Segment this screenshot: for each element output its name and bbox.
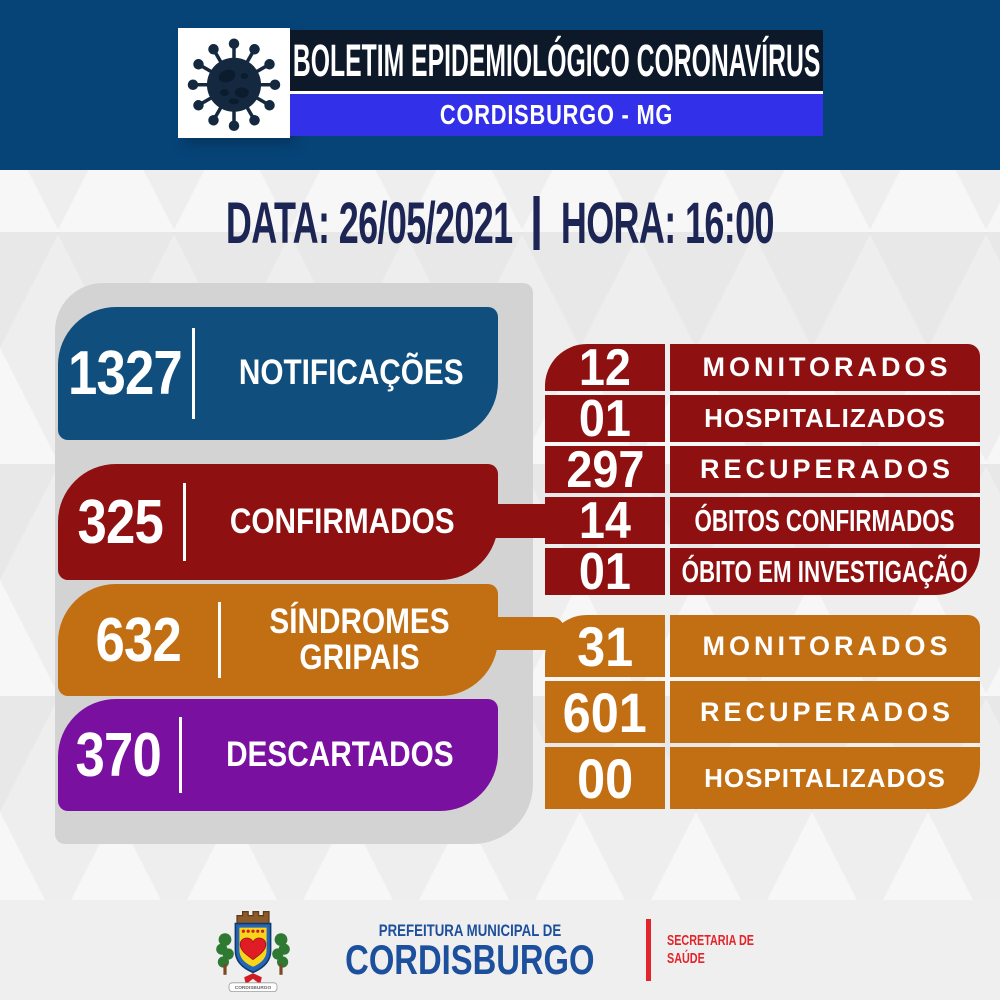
breakdown-label: RECUPERADOS: [670, 681, 980, 743]
date-text: DATA: 26/05/2021: [226, 190, 513, 256]
breakdown-value: 01: [545, 395, 665, 442]
confirmed-breakdown: [545, 338, 980, 601]
breakdown-value: 12: [545, 344, 665, 391]
gripais-breakdown: [545, 615, 980, 809]
footer: [0, 900, 1000, 1000]
card-label: NOTIFICAÇÕES: [238, 353, 464, 393]
card-descartados: [58, 699, 498, 811]
breakdown-value: 297: [545, 446, 665, 493]
prefeitura-line: PREFEITURA MUNICIPAL DE: [378, 920, 562, 940]
breakdown-label: HOSPITALIZADOS: [670, 395, 980, 442]
breakdown-label: ÓBITO EM INVESTIGAÇÃO: [670, 548, 980, 595]
datetime-row: [0, 188, 1000, 258]
card-value: 632: [95, 605, 181, 675]
prefeitura-lockup: [310, 920, 630, 983]
time-text: HORA: 16:00: [560, 190, 774, 256]
breakdown-label: MONITORADOS: [670, 344, 980, 391]
card-confirmados: [58, 464, 498, 580]
card-value: 370: [75, 720, 162, 790]
breakdown-value: 00: [545, 747, 665, 809]
card-label: DESCARTADOS: [226, 734, 454, 774]
cordisburgo-coat-of-arms: [212, 906, 294, 994]
footer-divider: [646, 919, 651, 981]
breakdown-label: MONITORADOS: [670, 615, 980, 677]
secretaria-line2: SAÚDE: [666, 950, 705, 967]
card-value: 1327: [68, 339, 182, 408]
crest-banner-text: CORDISBURGO: [234, 986, 272, 992]
breakdown-value: 14: [545, 497, 665, 544]
bulletin-title-bar: [290, 30, 823, 94]
card-value: 325: [77, 487, 163, 557]
card-notificacoes: [58, 307, 498, 440]
breakdown-label: HOSPITALIZADOS: [670, 747, 980, 809]
bulletin-title: BOLETIM EPIDEMIOLÓGICO CORONAVÍRUS: [292, 34, 821, 86]
breakdown-label: ÓBITOS CONFIRMADOS: [670, 497, 980, 544]
date-time-separator: [534, 196, 540, 250]
secretaria-lockup: [667, 932, 788, 968]
city-subtitle-bar: [290, 94, 823, 136]
card-label: SÍNDROMES GRIPAIS: [269, 601, 450, 677]
breakdown-label: RECUPERADOS: [670, 446, 980, 493]
city-subtitle: CORDISBURGO - MG: [439, 99, 674, 130]
virus-logo-box: [178, 28, 290, 138]
coronavirus-icon: [186, 35, 282, 131]
breakdown-value: 31: [545, 615, 665, 677]
breakdown-value: 01: [545, 548, 665, 595]
card-label: CONFIRMADOS: [229, 501, 455, 541]
breakdown-value: 601: [545, 681, 665, 743]
city-name: CORDISBURGO: [345, 935, 595, 983]
secretaria-line1: SECRETARIA DE: [666, 932, 754, 949]
card-sindromes-gripais: [58, 584, 498, 696]
